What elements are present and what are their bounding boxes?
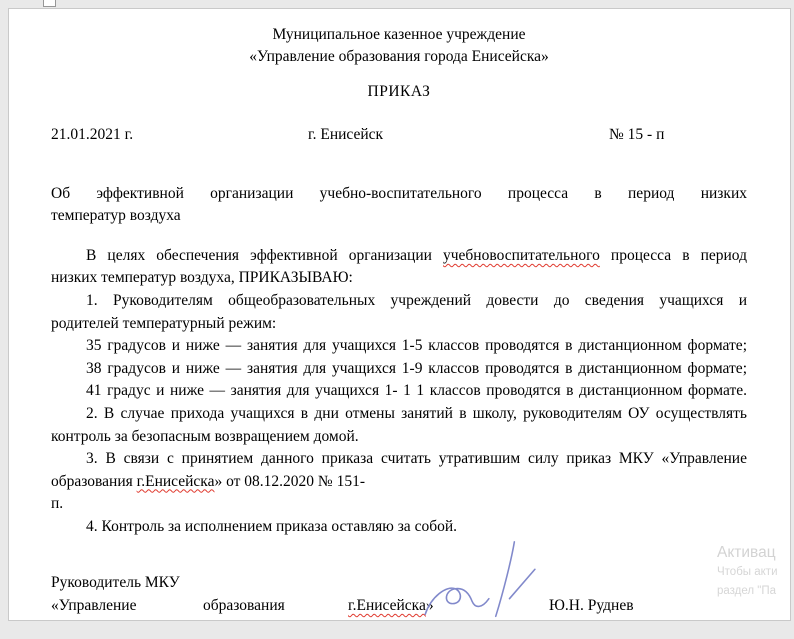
body-line [51, 426, 747, 449]
doc-number: № 15 - п [609, 125, 665, 143]
text-segment: » от 08.12.2020 № 151- [214, 472, 366, 490]
text-segment: 38 градусов и ниже — занятия для учащихся 1-9 классов проводятся в дистанционном формате; [86, 359, 747, 377]
signature-row [51, 594, 747, 617]
watermark-line2: Чтобы акти [717, 566, 778, 578]
sig-org-word2: образования [203, 597, 285, 615]
document-content [51, 24, 747, 617]
text-segment: 2. В случае прихода учащихся в дни отмены занятий в школу, руководителям ОУ осуществлять [86, 404, 747, 422]
text-segment: процесса в период [599, 246, 747, 264]
body-line [51, 403, 747, 426]
body-line [51, 516, 747, 539]
document-page[interactable] [8, 8, 791, 621]
signer-role: Руководитель МКУ [51, 573, 180, 591]
text-segment: п. [51, 495, 64, 513]
page-anchor-marker [43, 0, 56, 7]
body-line [51, 358, 747, 381]
body-line [51, 448, 747, 471]
text-segment: образования [51, 472, 137, 490]
body-line [51, 313, 747, 336]
text-segment: контроль за безопасным возвращением домой. [51, 427, 359, 445]
text-segment: 4. Контроль за исполнением приказа оставляю за собой. [86, 517, 458, 535]
doc-title: ПРИКАЗ [367, 83, 431, 100]
body-line [51, 290, 747, 313]
signer-name: Ю.Н. Руднев [549, 597, 634, 615]
org-name-line2: «Управление образования города Енисейска» [249, 48, 549, 65]
closing-quote: » [425, 597, 434, 615]
text-segment: низких температур воздуха, ПРИКАЗЫВАЮ: [51, 269, 353, 287]
org-name-line1: Муниципальное казенное учреждение [272, 26, 526, 43]
org-header [51, 24, 747, 68]
body-line [51, 471, 747, 494]
body-line [51, 380, 747, 403]
doc-body [51, 245, 747, 539]
doc-subject [51, 183, 747, 228]
text-segment: В целях обеспечения эффективной организации [86, 246, 443, 264]
dateline [51, 123, 747, 146]
misspelled-word: г.Енисейска [348, 597, 426, 615]
doc-place: г. Енисейск [308, 125, 384, 143]
watermark-title: Активац [717, 544, 776, 561]
text-segment: 1. Руководителям общеобразовательных учреждений довести до сведения учащихся и [86, 291, 747, 309]
body-line [51, 335, 747, 358]
text-segment: 3. В связи с принятием данного приказа считать утратившим силу приказ МКУ «Управление [86, 450, 747, 468]
subject-line1: Об эффективной организации учебно-воспитательного процесса в период низких [51, 184, 747, 202]
subject-line2: температур воздуха [51, 207, 181, 225]
sig-org-word1: «Управление [51, 597, 137, 615]
sig-org-word3 [348, 594, 434, 617]
watermark-line3: раздел "Па [717, 584, 777, 597]
doc-date: 21.01.2021 г. [51, 125, 134, 143]
windows-activation-watermark [717, 542, 778, 600]
misspelled-word: учебновоспитательного [443, 246, 600, 264]
body-line [51, 267, 747, 290]
body-line [51, 245, 747, 268]
signature-block [51, 572, 747, 618]
body-line [51, 493, 747, 516]
text-segment: 41 градус и ниже — занятия для учащихся 1- 1 1 классов проводятся в дистанционном формате. [86, 382, 747, 400]
misspelled-word: г.Енисейска [136, 472, 215, 490]
text-segment: родителей температурный режим: [51, 314, 277, 332]
text-segment: 35 градусов и ниже — занятия для учащихся 1-5 классов проводятся в дистанционном формате; [86, 337, 747, 355]
